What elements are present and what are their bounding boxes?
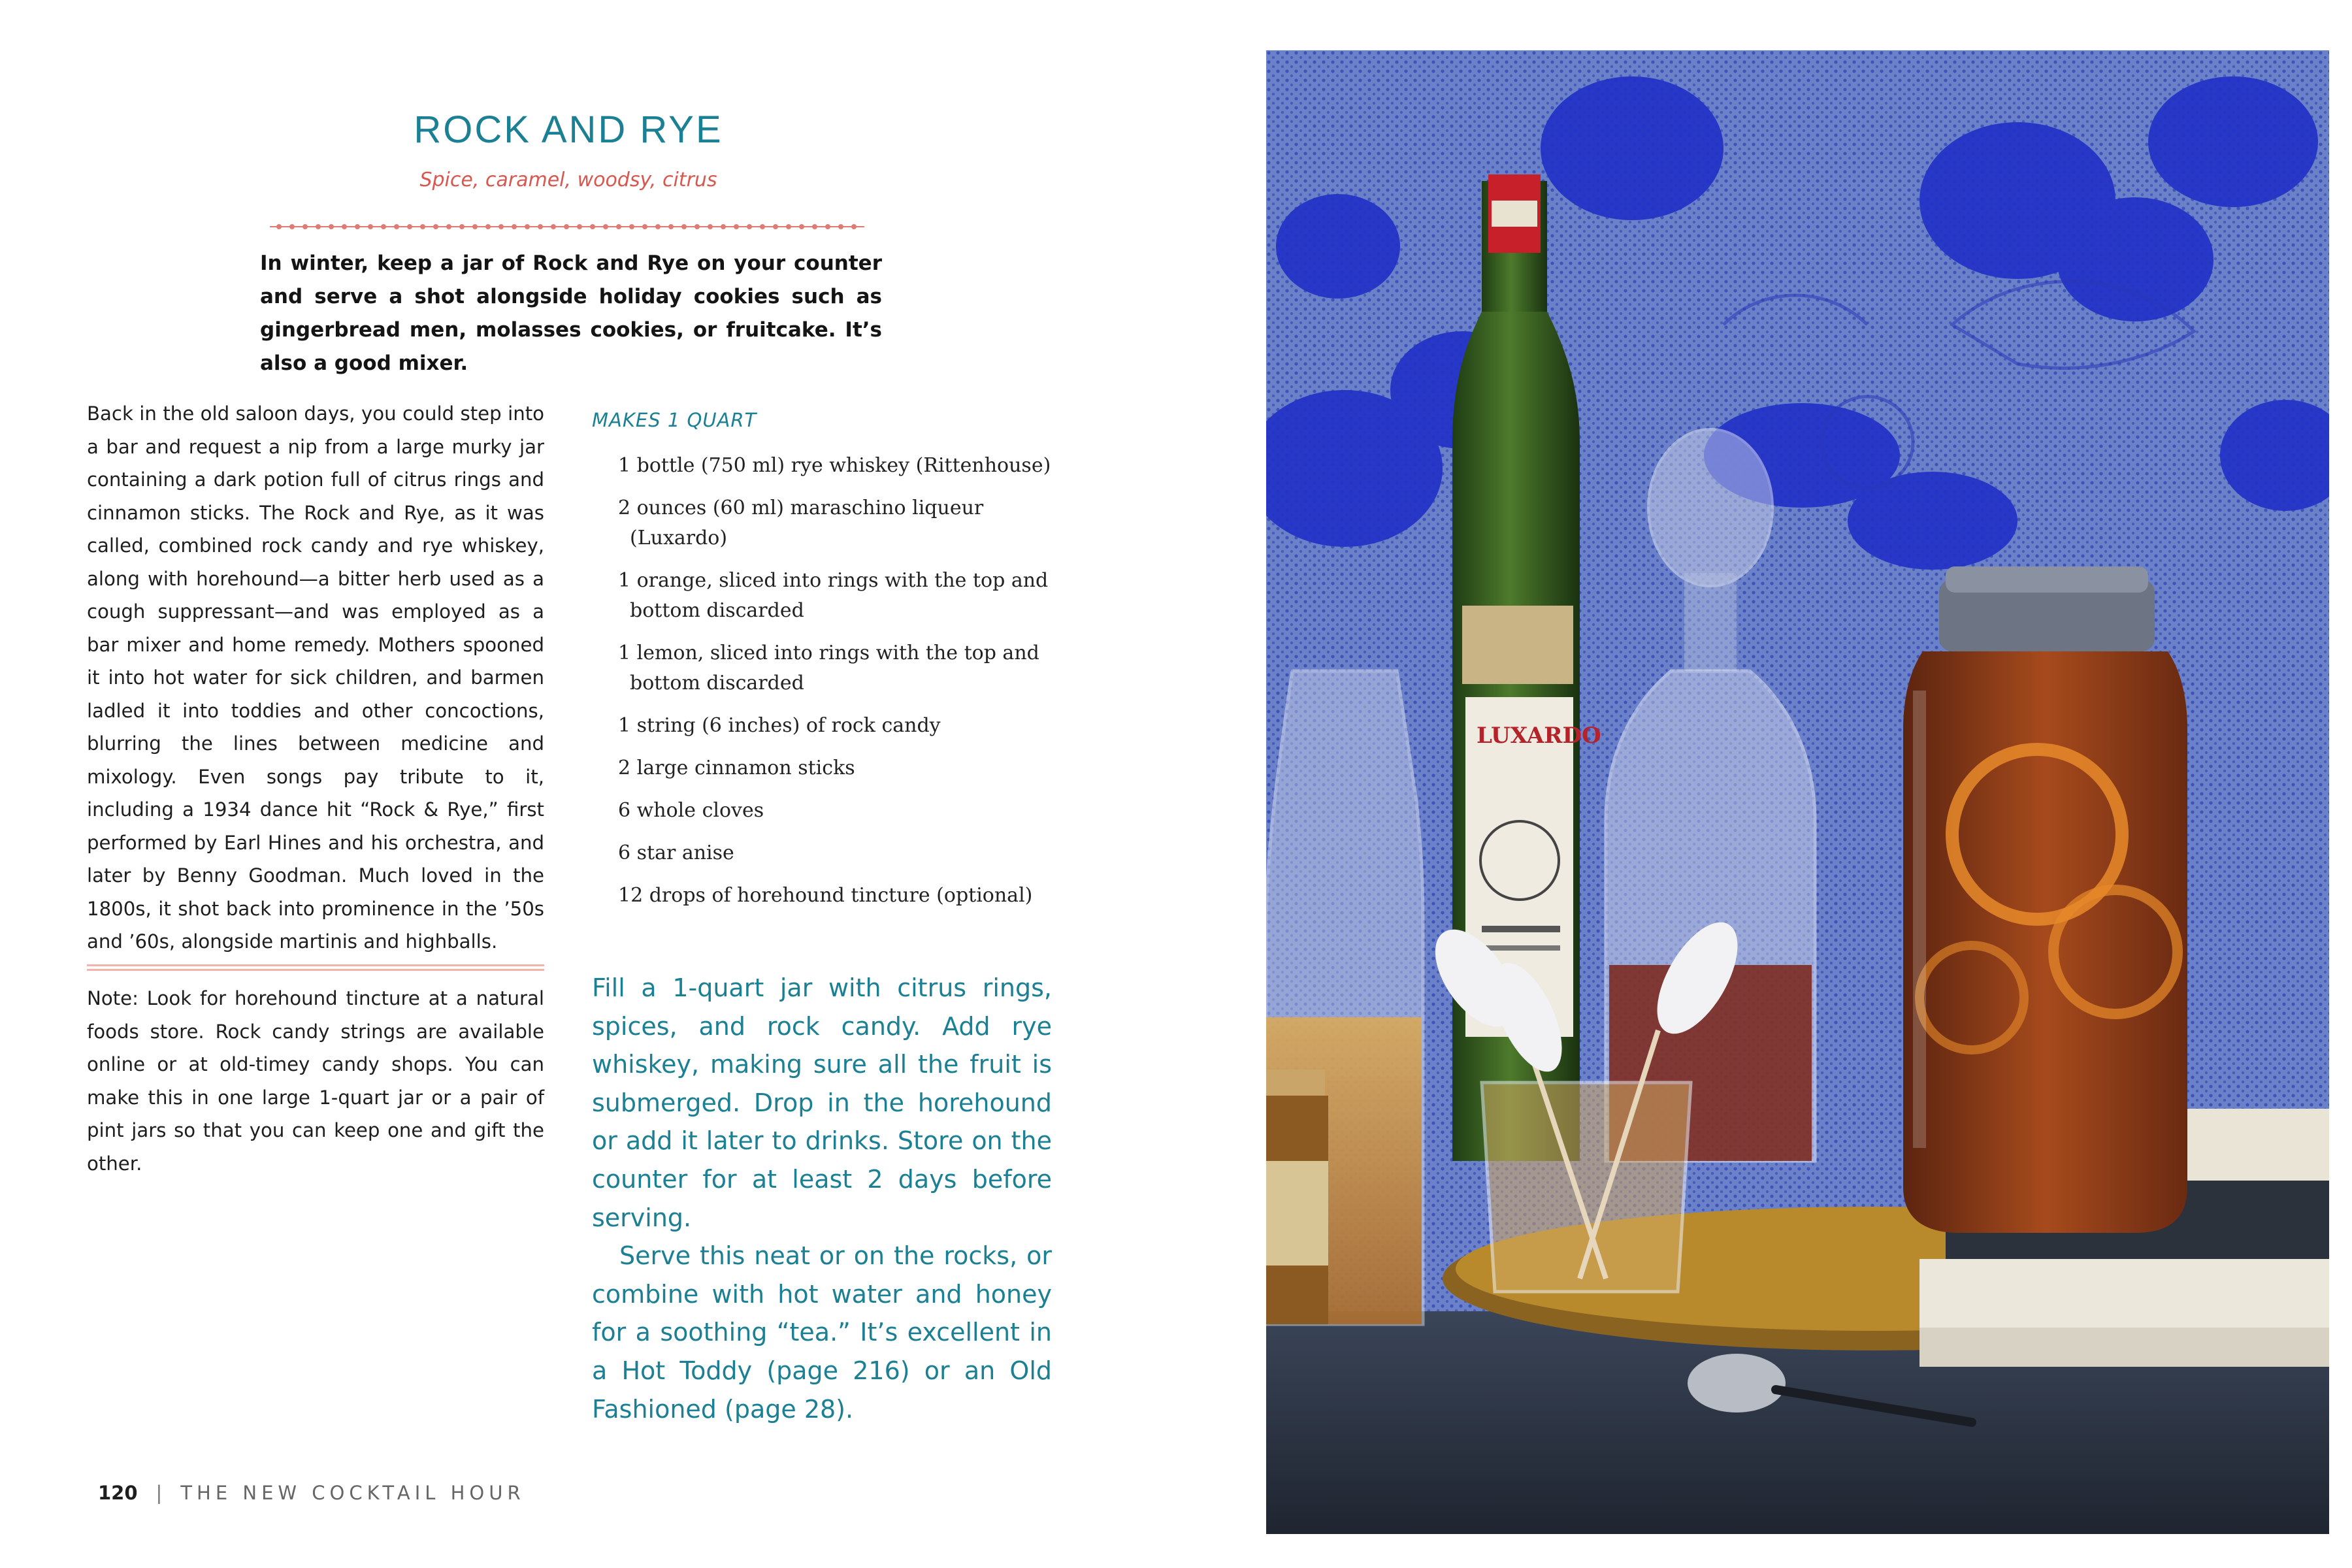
ingredient-item: 2 large cinnamon sticks [618,757,855,779]
ingredient-item: 12 drops of horehound tincture (optional) [618,884,1033,907]
honey-jar [1266,1070,1328,1324]
section-divider [87,964,544,972]
ingredient-item: 6 star anise [618,841,734,864]
ingredient-item: 6 whole cloves [618,799,764,822]
mason-jar [1903,566,2187,1233]
recipe-note: Note: Look for horehound tincture at a natural foods store. Rock candy strings are available online or at old-timey candy shops. You can make this in one large 1-quart jar or a pair of pint jars so that you can keep one and gift the other. [87,987,544,1175]
page-number: 120 [98,1482,138,1504]
recipe-history-text: Back in the old saloon days, you could step into a bar and request a nip from a large murky jar containing a dark potion full of citrus rings and cinnamon sticks. The Rock and Rye, as it was called, combined rock candy and rye whiskey, along with horehound—a bitter herb used as a cough suppressant—and was employed as a bar mixer and home remedy. Mothers spooned it into hot water for sick children, and barmen ladled it into toddies and other concoctions, blurring the lines between medicine and mixology. Even songs pay tribute to it, including a 1934 dance hit “Rock & Rye,” first performed by Earl Hines and his orchestra, and later by Benny Goodman. Much loved in the 1800s, it shot back into prominence in the ’50s and ’60s, alongside martinis and highballs. [87,402,544,953]
ingredient-item: 1 lemon, sliced into rings with the top and bottom discarded [618,642,1039,694]
ingredient-item: 1 bottle (750 ml) rye whiskey (Rittenhouse) [618,454,1051,477]
bottle-label-text: LUXARDO [1477,723,1601,749]
recipe-subtitle: Spice, caramel, woodsy, citrus [419,169,717,191]
method-step: Fill a 1-quart jar with citrus rings, spices, and rock candy. Add rye whiskey, making sure all the fruit is submerged. Drop in the horehound or add it later to drinks. Store on the counter for at least 2 days before serving. [592,973,1052,1232]
recipe-intro: In winter, keep a jar of Rock and Rye on your counter and serve a shot alongside holiday cookies such as gingerbread men, molasses cookies, or fruitcake. It’s also a good mixer. [260,252,882,375]
recipe-photo [1266,50,2329,1534]
ingredient-item: 1 orange, sliced into rings with the top and bottom discarded [618,569,1049,622]
decorative-dotted-rule [270,222,864,231]
ingredient-item: 2 ounces (60 ml) maraschino liqueur (Luxardo) [618,497,984,549]
method-step: Serve this neat or on the rocks, or combine with hot water and honey for a soothing “tea.” It’s excellent in a Hot Toddy (page 216) or an Old Fashioned (page 28). [592,1241,1052,1424]
recipe-yield: MAKES 1 QUART [592,409,757,431]
page-footer [98,1482,525,1504]
ingredient-item: 1 string (6 inches) of rock candy [618,714,941,737]
recipe-method [592,969,1052,1428]
book-title: THE NEW COCKTAIL HOUR [180,1482,525,1504]
footer-separator: | [155,1482,163,1504]
ingredient-list [618,451,1062,923]
recipe-title: ROCK AND RYE [414,108,723,151]
